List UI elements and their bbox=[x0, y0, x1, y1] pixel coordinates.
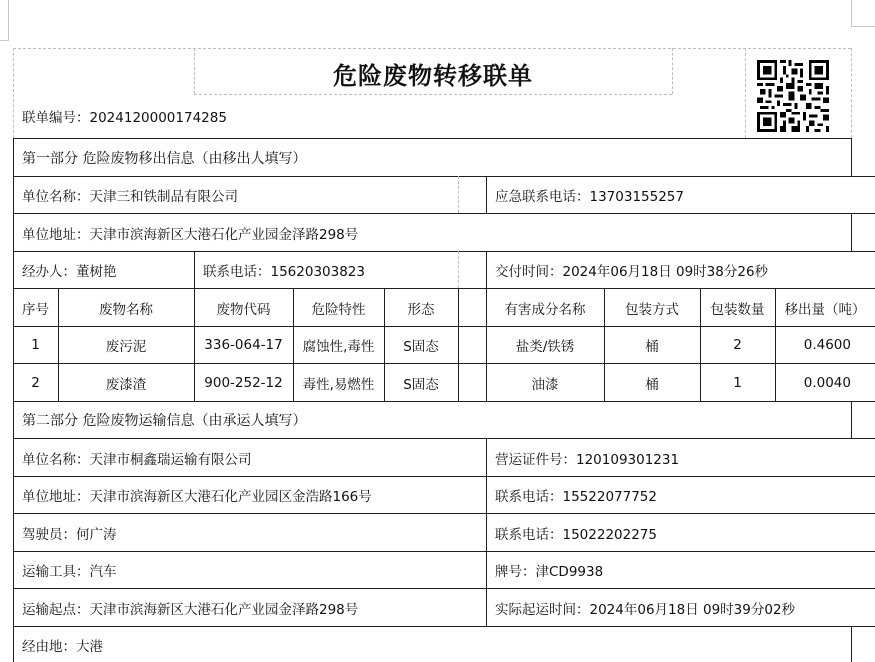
guide-line bbox=[851, 48, 852, 138]
part1-heading: 第一部分 危险废物移出信息（由移出人填写） bbox=[22, 150, 307, 167]
carrier-unit-name: 单位名称：天津市桐鑫瑞运输有限公司 bbox=[22, 451, 252, 468]
departure-time: 实际起运时间：2024年06月18日 09时39分02秒 bbox=[495, 601, 796, 618]
table-line bbox=[851, 138, 852, 176]
table-cell: S固态 bbox=[403, 376, 439, 393]
table-cell: 1 bbox=[733, 374, 742, 391]
carrier-phone: 联系电话：15522077752 bbox=[495, 489, 657, 505]
table-cell: 0.0040 bbox=[803, 374, 851, 391]
driver-name: 驾驶员：何广涛 bbox=[22, 526, 117, 543]
table-cell: 废漆渣 bbox=[105, 376, 147, 393]
column-header: 有害成分名称 bbox=[504, 301, 586, 318]
table-cell: 桶 bbox=[645, 376, 659, 393]
column-header: 废物代码 bbox=[216, 301, 271, 318]
table-cell: 2 bbox=[31, 374, 40, 391]
table-line bbox=[458, 288, 459, 401]
guide-line bbox=[13, 48, 851, 49]
table-cell: 腐蚀性,毒性 bbox=[302, 339, 375, 355]
table-cell: S固态 bbox=[403, 339, 439, 355]
via-location: 经由地：大港 bbox=[22, 638, 103, 655]
driver-phone: 联系电话：15022202275 bbox=[495, 526, 657, 543]
column-header: 包装方式 bbox=[625, 301, 679, 318]
table-line bbox=[851, 401, 852, 438]
column-header: 形态 bbox=[407, 301, 435, 318]
table-cell: 油漆 bbox=[531, 376, 559, 393]
table-cell: 1 bbox=[31, 337, 40, 353]
form-number: 联单编号：2024120000174285 bbox=[22, 110, 227, 126]
emergency-phone: 应急联系电话：13703155257 bbox=[495, 189, 684, 205]
transport-vehicle: 运输工具：汽车 bbox=[22, 564, 117, 580]
shipper-address: 单位地址：天津市滨海新区大港石化产业园金泽路298号 bbox=[22, 226, 359, 243]
carrier-license-number: 营运证件号：120109301231 bbox=[495, 451, 680, 468]
table-cell: 毒性,易燃性 bbox=[302, 376, 375, 393]
handler-phone: 联系电话：15620303823 bbox=[203, 264, 365, 280]
plate-number: 牌号：津CD9938 bbox=[495, 564, 604, 580]
shipper-unit-name: 单位名称：天津三和铁制品有限公司 bbox=[22, 189, 238, 205]
table-cell: 900-252-12 bbox=[204, 374, 283, 391]
guide-line bbox=[745, 48, 746, 138]
handover-time: 交付时间：2024年06月18日 09时38分26秒 bbox=[495, 264, 769, 280]
column-header: 移出量（吨） bbox=[784, 301, 866, 318]
table-cell: 盐类/铁锈 bbox=[515, 339, 575, 355]
table-line bbox=[851, 213, 852, 251]
guide-line bbox=[672, 48, 673, 94]
column-header: 废物名称 bbox=[99, 301, 153, 318]
table-cell: 336-064-17 bbox=[204, 337, 283, 353]
transport-origin: 运输起点：天津市滨海新区大港石化产业园金泽路298号 bbox=[22, 601, 359, 618]
table-cell: 2 bbox=[733, 337, 742, 353]
column-header: 包装数量 bbox=[710, 301, 765, 318]
table-cell: 废污泥 bbox=[105, 339, 147, 355]
page-corner-marker bbox=[851, 0, 875, 27]
table-line bbox=[851, 626, 852, 662]
part2-heading: 第二部分 危险废物运输信息（由承运人填写） bbox=[22, 413, 307, 429]
document-title: 危险废物转移联单 bbox=[333, 60, 533, 90]
table-cell: 0.4600 bbox=[803, 337, 851, 353]
guide-line bbox=[458, 251, 459, 288]
column-header: 危险特性 bbox=[311, 301, 366, 318]
carrier-address: 单位地址：天津市滨海新区大港石化产业园区金浩路166号 bbox=[22, 489, 372, 505]
column-header: 序号 bbox=[22, 301, 49, 318]
qr-code-icon bbox=[757, 60, 829, 132]
table-cell: 桶 bbox=[645, 339, 659, 355]
guide-line bbox=[458, 176, 459, 213]
handler-name: 经办人：董树艳 bbox=[22, 264, 117, 280]
page-corner-marker bbox=[0, 0, 9, 41]
